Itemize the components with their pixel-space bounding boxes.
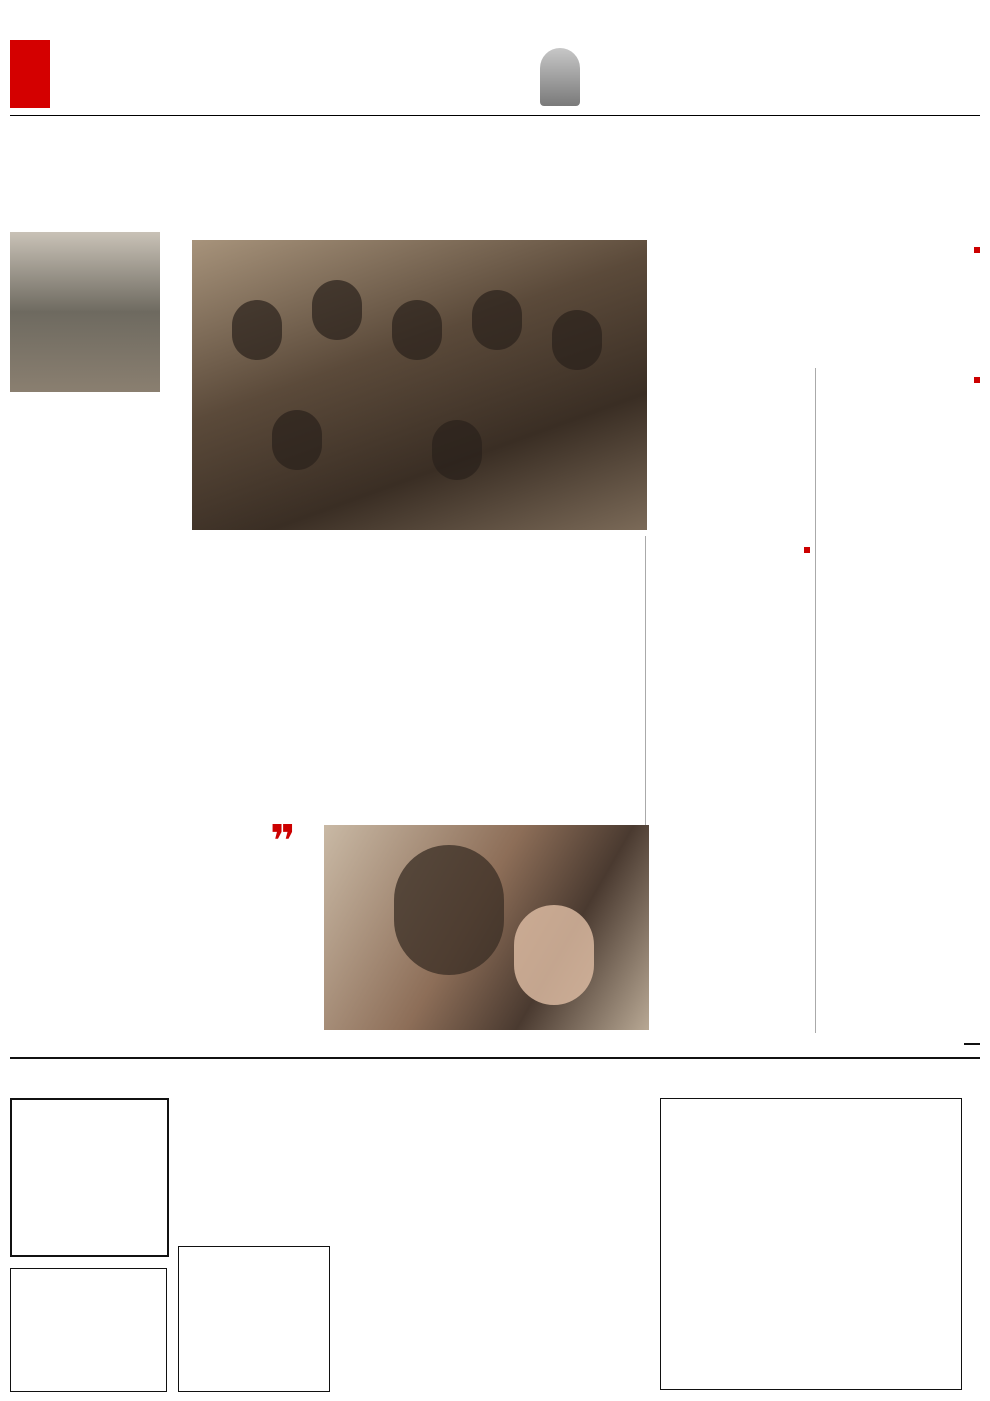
column-4-text: [342, 545, 492, 815]
pull-quote: [180, 858, 315, 1028]
puzzle-section-label: [964, 1043, 980, 1045]
column-2-text-c: [650, 840, 810, 1030]
spouse-answer: [650, 562, 810, 662]
heading-marker-icon: [974, 377, 980, 383]
quote-mark-icon: ❞: [270, 816, 296, 867]
sudoku-solution-grid: [10, 1268, 167, 1392]
newspaper-logo: [10, 40, 50, 108]
answer-1: [820, 392, 980, 564]
down-clues-block: [342, 1248, 652, 1378]
crossword-grid: [660, 1098, 962, 1390]
heading-marker-icon: [804, 547, 810, 553]
portrait-photo: [10, 232, 160, 392]
column-3-text: [497, 545, 647, 775]
column-2-text: [650, 368, 810, 536]
section-heading-spouse: [650, 538, 810, 557]
crossword-solution-grid: [178, 1246, 330, 1392]
section-heading-comrade: [820, 368, 980, 387]
father-child-photo: [324, 825, 649, 1030]
left-answer-2: [10, 628, 170, 858]
column-5-text: [180, 545, 335, 815]
answer-2: [820, 580, 980, 680]
down-clues: [342, 1248, 652, 1378]
across-clues: [342, 1098, 652, 1228]
masthead-rule: [10, 115, 980, 116]
answer-3: [820, 708, 980, 1033]
across-clues-block: [342, 1098, 652, 1228]
monument-icon: [540, 48, 580, 106]
column-2-text-b: [650, 680, 810, 825]
section-logo: [410, 42, 580, 108]
column-divider: [815, 368, 816, 1033]
left-answer-3: [10, 884, 170, 1029]
puzzle-band: [10, 1043, 980, 1059]
left-answer-1: [10, 412, 170, 602]
article-lead: [660, 250, 980, 358]
group-photo: [192, 240, 647, 530]
sudoku-grid: [10, 1098, 169, 1257]
